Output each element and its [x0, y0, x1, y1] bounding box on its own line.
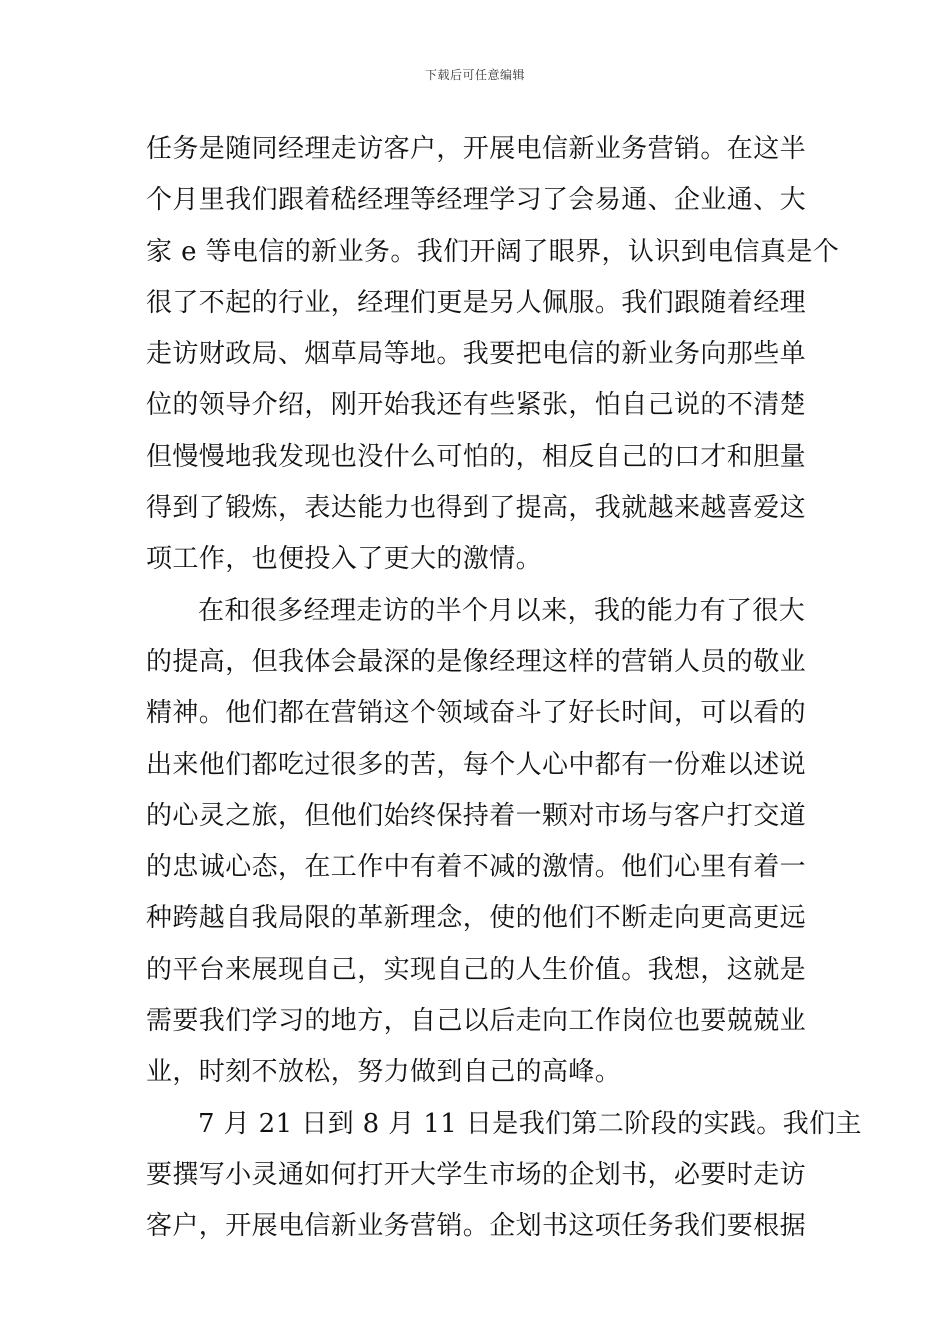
page-header: 下载后可任意编辑	[424, 68, 525, 82]
text-line: 任务是随同经理走访客户，开展电信新业务营销。在这半	[146, 134, 807, 164]
text-line: 位的领导介绍，刚开始我还有些紧张，怕自己说的不清楚	[146, 390, 807, 421]
text-line: 7 月 21 日到 8 月 11 日是我们第二阶段的实践。我们主	[198, 1108, 862, 1139]
text-line: 业，时刻不放松，努力做到自己的高峰。	[146, 1057, 622, 1088]
text-line: 客户，开展电信新业务营销。企划书这项任务我们要根据	[146, 1211, 807, 1242]
text-line: 但慢慢地我发现也没什么可怕的，相反自己的口才和胆量	[146, 441, 807, 472]
paragraph-1	[146, 124, 840, 586]
text-line: 要撰写小灵通如何打开大学生市场的企划书，必要时走访	[146, 1159, 807, 1190]
text-line: 项工作，也便投入了更大的激情。	[146, 544, 543, 575]
paragraph-3	[146, 1099, 862, 1253]
text-line: 精神。他们都在营销这个领域奋斗了好长时间，可以看的	[146, 698, 807, 729]
text-line: 很了不起的行业，经理们更是另人佩服。我们跟随着经理	[146, 287, 807, 318]
text-line: 的提高，但我体会最深的是像经理这样的营销人员的敬业	[146, 646, 807, 677]
text-line: 种跨越自我局限的革新理念，使的他们不断走向更高更远	[146, 903, 807, 934]
body-text	[146, 124, 862, 1253]
text-line: 需要我们学习的地方，自己以后走向工作岗位也要兢兢业	[146, 1006, 807, 1037]
text-line: 走访财政局、烟草局等地。我要把电信的新业务向那些单	[146, 339, 807, 370]
text-line: 家 e 等电信的新业务。我们开阔了眼界，认识到电信真是个	[146, 236, 840, 267]
text-line: 的平台来展现自己，实现自己的人生价值。我想，这就是	[146, 954, 807, 985]
text-line: 的心灵之旅，但他们始终保持着一颗对市场与客户打交道	[146, 800, 807, 831]
paragraph-2	[146, 586, 806, 1099]
text-line: 的忠诚心态，在工作中有着不减的激情。他们心里有着一	[146, 852, 807, 883]
text-line: 得到了锻炼，表达能力也得到了提高，我就越来越喜爱这	[146, 493, 807, 524]
text-line: 个月里我们跟着嵇经理等经理学习了会易通、企业通、大	[146, 185, 807, 216]
text-line: 在和很多经理走访的半个月以来，我的能力有了很大	[198, 595, 806, 626]
text-line: 出来他们都吃过很多的苦，每个人心中都有一份难以述说	[146, 749, 807, 780]
